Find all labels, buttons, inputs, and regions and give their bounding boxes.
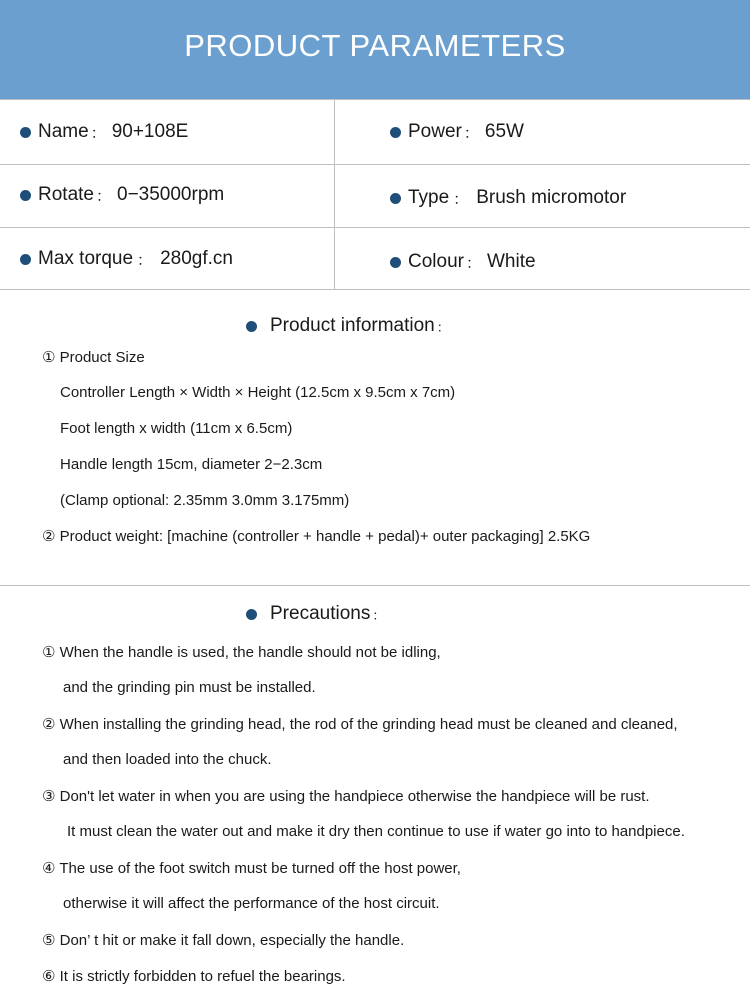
param-torque-sep: ： <box>137 251 153 269</box>
param-type-value: Brush micromotor <box>476 187 627 208</box>
precaution-line: and the grinding pin must be installed. <box>63 679 316 696</box>
precaution-line: ⑥ It is strictly forbidden to refuel the bearings. <box>42 968 346 985</box>
param-rotate <box>20 184 224 206</box>
info-line: ① Product Size <box>42 349 145 366</box>
param-power-sep: ： <box>463 124 479 142</box>
page-title: PRODUCT PARAMETERS <box>184 27 566 63</box>
param-type-sep: ： <box>453 190 469 208</box>
precautions-heading <box>246 603 385 625</box>
precautions-title: Precautions <box>270 603 371 624</box>
table-row <box>0 100 750 165</box>
table-row <box>0 228 750 290</box>
bullet-icon <box>390 257 401 268</box>
header-banner <box>0 0 750 99</box>
param-rotate-value: 0−35000rpm <box>117 184 225 205</box>
info-line: Controller Length × Width × Height (12.5cm x 9.5cm x 7cm) <box>60 384 456 401</box>
param-torque <box>20 248 233 270</box>
param-power-label: Power <box>408 121 462 142</box>
param-power-value: 65W <box>484 121 524 142</box>
param-type <box>390 187 626 209</box>
precaution-line: ⑤ Don’ t hit or make it fall down, especially the handle. <box>42 932 405 949</box>
column-divider <box>334 100 335 290</box>
param-power <box>390 121 524 143</box>
param-torque-value: 280gf.cn <box>160 248 233 269</box>
param-name-sep: ： <box>90 124 106 142</box>
param-torque-label: Max torque <box>38 248 134 269</box>
precaution-line: and then loaded into the chuck. <box>63 751 272 768</box>
param-colour <box>390 251 536 273</box>
param-colour-value: White <box>487 251 536 272</box>
info-line: Handle length 15cm, diameter 2−2.3cm <box>60 456 323 473</box>
param-colour-label: Colour <box>408 251 464 272</box>
precaution-line: otherwise it will affect the performance of the host circuit. <box>63 895 440 912</box>
param-name <box>20 121 188 143</box>
bullet-icon <box>20 127 31 138</box>
param-type-label: Type <box>408 187 450 208</box>
precaution-line: ① When the handle is used, the handle should not be idling, <box>42 644 441 661</box>
param-colour-sep: ： <box>465 254 481 272</box>
bullet-icon <box>246 609 257 620</box>
product-information-sep: ： <box>436 319 450 335</box>
bullet-icon <box>20 190 31 201</box>
param-name-label: Name <box>38 121 89 142</box>
info-line: ② Product weight: [machine (controller + handle + pedal)+ outer packaging] 2.5KG <box>42 528 591 545</box>
precaution-line: ② When installing the grinding head, the rod of the grinding head must be cleaned and cleaned, <box>42 716 678 733</box>
bullet-icon <box>390 193 401 204</box>
bullet-icon <box>246 321 257 332</box>
product-information-title: Product information <box>270 315 435 336</box>
product-information-heading <box>246 315 450 337</box>
precaution-line: ③ Don't let water in when you are using the handpiece otherwise the handpiece will be rust. <box>42 788 650 805</box>
param-rotate-label: Rotate <box>38 184 94 205</box>
bullet-icon <box>390 127 401 138</box>
info-line: (Clamp optional: 2.35mm 3.0mm 3.175mm) <box>60 492 350 509</box>
precautions-sep: ： <box>372 607 386 623</box>
precautions-section <box>0 586 750 1007</box>
param-name-value: 90+108E <box>111 121 189 142</box>
bullet-icon <box>20 254 31 265</box>
precaution-line: ④ The use of the foot switch must be turned off the host power, <box>42 860 461 877</box>
param-rotate-sep: ： <box>95 187 111 205</box>
precaution-line: It must clean the water out and make it dry then continue to use if water go into to handpiece. <box>67 823 685 840</box>
product-information-section <box>0 289 750 586</box>
table-row <box>0 165 750 228</box>
parameters-table <box>0 99 750 289</box>
info-line: Foot length x width (11cm x 6.5cm) <box>60 420 293 437</box>
